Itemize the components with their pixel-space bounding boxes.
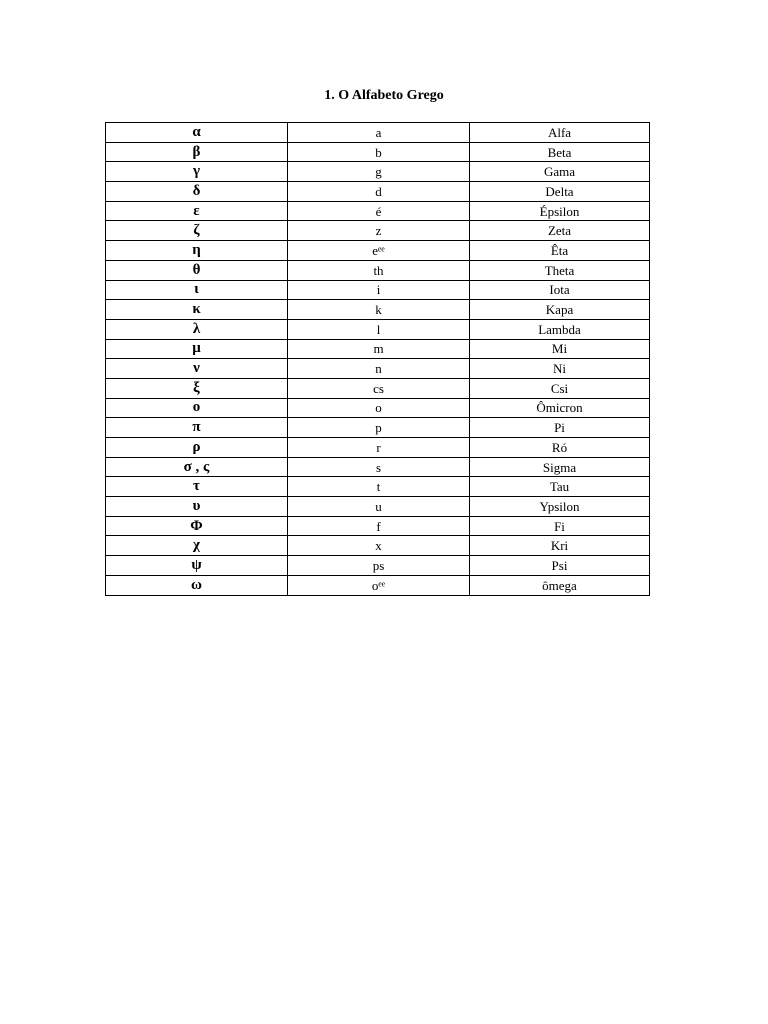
table-row — [106, 182, 650, 202]
greek-letter-cell: α — [106, 123, 288, 143]
table-row — [106, 339, 650, 359]
letter-name-cell: Ômicron — [470, 398, 650, 418]
table-row — [106, 201, 650, 221]
table-row — [106, 162, 650, 182]
table-row — [106, 142, 650, 162]
greek-letter-cell: ο — [106, 398, 288, 418]
table-row — [106, 556, 650, 576]
letter-name-cell: Beta — [470, 142, 650, 162]
table-row — [106, 536, 650, 556]
greek-letter-cell: ω — [106, 575, 288, 595]
table-row — [106, 438, 650, 458]
transliteration-cell: p — [288, 418, 470, 438]
table-row — [106, 457, 650, 477]
letter-name-cell: Mi — [470, 339, 650, 359]
transliteration-cell: l — [288, 319, 470, 339]
table-row — [106, 516, 650, 536]
table-row — [106, 398, 650, 418]
letter-name-cell: Gama — [470, 162, 650, 182]
greek-letter-cell: τ — [106, 477, 288, 497]
table-row — [106, 241, 650, 261]
greek-letter-cell: σ , ς — [106, 457, 288, 477]
transliteration-cell: x — [288, 536, 470, 556]
table-row — [106, 260, 650, 280]
letter-name-cell: Sigma — [470, 457, 650, 477]
greek-letter-cell: λ — [106, 319, 288, 339]
table-row — [106, 123, 650, 143]
greek-letter-cell: ξ — [106, 378, 288, 398]
alphabet-table-body — [106, 123, 650, 596]
transliteration-cell: oᵉᵉ — [288, 575, 470, 595]
letter-name-cell: Psi — [470, 556, 650, 576]
table-row — [106, 378, 650, 398]
greek-letter-cell: ε — [106, 201, 288, 221]
greek-alphabet-table — [105, 122, 650, 596]
greek-letter-cell: ψ — [106, 556, 288, 576]
transliteration-cell: eᵉᵉ — [288, 241, 470, 261]
table-row — [106, 359, 650, 379]
greek-letter-cell: μ — [106, 339, 288, 359]
greek-letter-cell: θ — [106, 260, 288, 280]
table-row — [106, 280, 650, 300]
transliteration-cell: r — [288, 438, 470, 458]
greek-letter-cell: Φ — [106, 516, 288, 536]
letter-name-cell: Tau — [470, 477, 650, 497]
transliteration-cell: k — [288, 300, 470, 320]
greek-letter-cell: π — [106, 418, 288, 438]
transliteration-cell: d — [288, 182, 470, 202]
document-title: 1. O Alfabeto Grego — [324, 88, 444, 103]
transliteration-cell: m — [288, 339, 470, 359]
transliteration-cell: n — [288, 359, 470, 379]
greek-letter-cell: κ — [106, 300, 288, 320]
table-row — [106, 575, 650, 595]
letter-name-cell: Delta — [470, 182, 650, 202]
letter-name-cell: Kri — [470, 536, 650, 556]
greek-letter-cell: ν — [106, 359, 288, 379]
letter-name-cell: Ró — [470, 438, 650, 458]
transliteration-cell: t — [288, 477, 470, 497]
letter-name-cell: Alfa — [470, 123, 650, 143]
greek-letter-cell: γ — [106, 162, 288, 182]
table-row — [106, 477, 650, 497]
transliteration-cell: ps — [288, 556, 470, 576]
letter-name-cell: Fi — [470, 516, 650, 536]
transliteration-cell: u — [288, 497, 470, 517]
greek-letter-cell: υ — [106, 497, 288, 517]
transliteration-cell: th — [288, 260, 470, 280]
transliteration-cell: z — [288, 221, 470, 241]
letter-name-cell: Êta — [470, 241, 650, 261]
table-row — [106, 221, 650, 241]
letter-name-cell: Csi — [470, 378, 650, 398]
transliteration-cell: o — [288, 398, 470, 418]
letter-name-cell: Kapa — [470, 300, 650, 320]
letter-name-cell: Ypsilon — [470, 497, 650, 517]
greek-letter-cell: δ — [106, 182, 288, 202]
greek-letter-cell: χ — [106, 536, 288, 556]
transliteration-cell: é — [288, 201, 470, 221]
greek-letter-cell: ζ — [106, 221, 288, 241]
table-row — [106, 319, 650, 339]
letter-name-cell: Pi — [470, 418, 650, 438]
transliteration-cell: b — [288, 142, 470, 162]
table-row — [106, 497, 650, 517]
letter-name-cell: Zeta — [470, 221, 650, 241]
transliteration-cell: cs — [288, 378, 470, 398]
greek-letter-cell: ρ — [106, 438, 288, 458]
letter-name-cell: Lambda — [470, 319, 650, 339]
table-row — [106, 300, 650, 320]
greek-letter-cell: ι — [106, 280, 288, 300]
transliteration-cell: f — [288, 516, 470, 536]
letter-name-cell: Iota — [470, 280, 650, 300]
transliteration-cell: i — [288, 280, 470, 300]
transliteration-cell: g — [288, 162, 470, 182]
greek-letter-cell: β — [106, 142, 288, 162]
letter-name-cell: Theta — [470, 260, 650, 280]
letter-name-cell: Épsilon — [470, 201, 650, 221]
transliteration-cell: s — [288, 457, 470, 477]
transliteration-cell: a — [288, 123, 470, 143]
greek-letter-cell: η — [106, 241, 288, 261]
letter-name-cell: ômega — [470, 575, 650, 595]
letter-name-cell: Ni — [470, 359, 650, 379]
table-row — [106, 418, 650, 438]
